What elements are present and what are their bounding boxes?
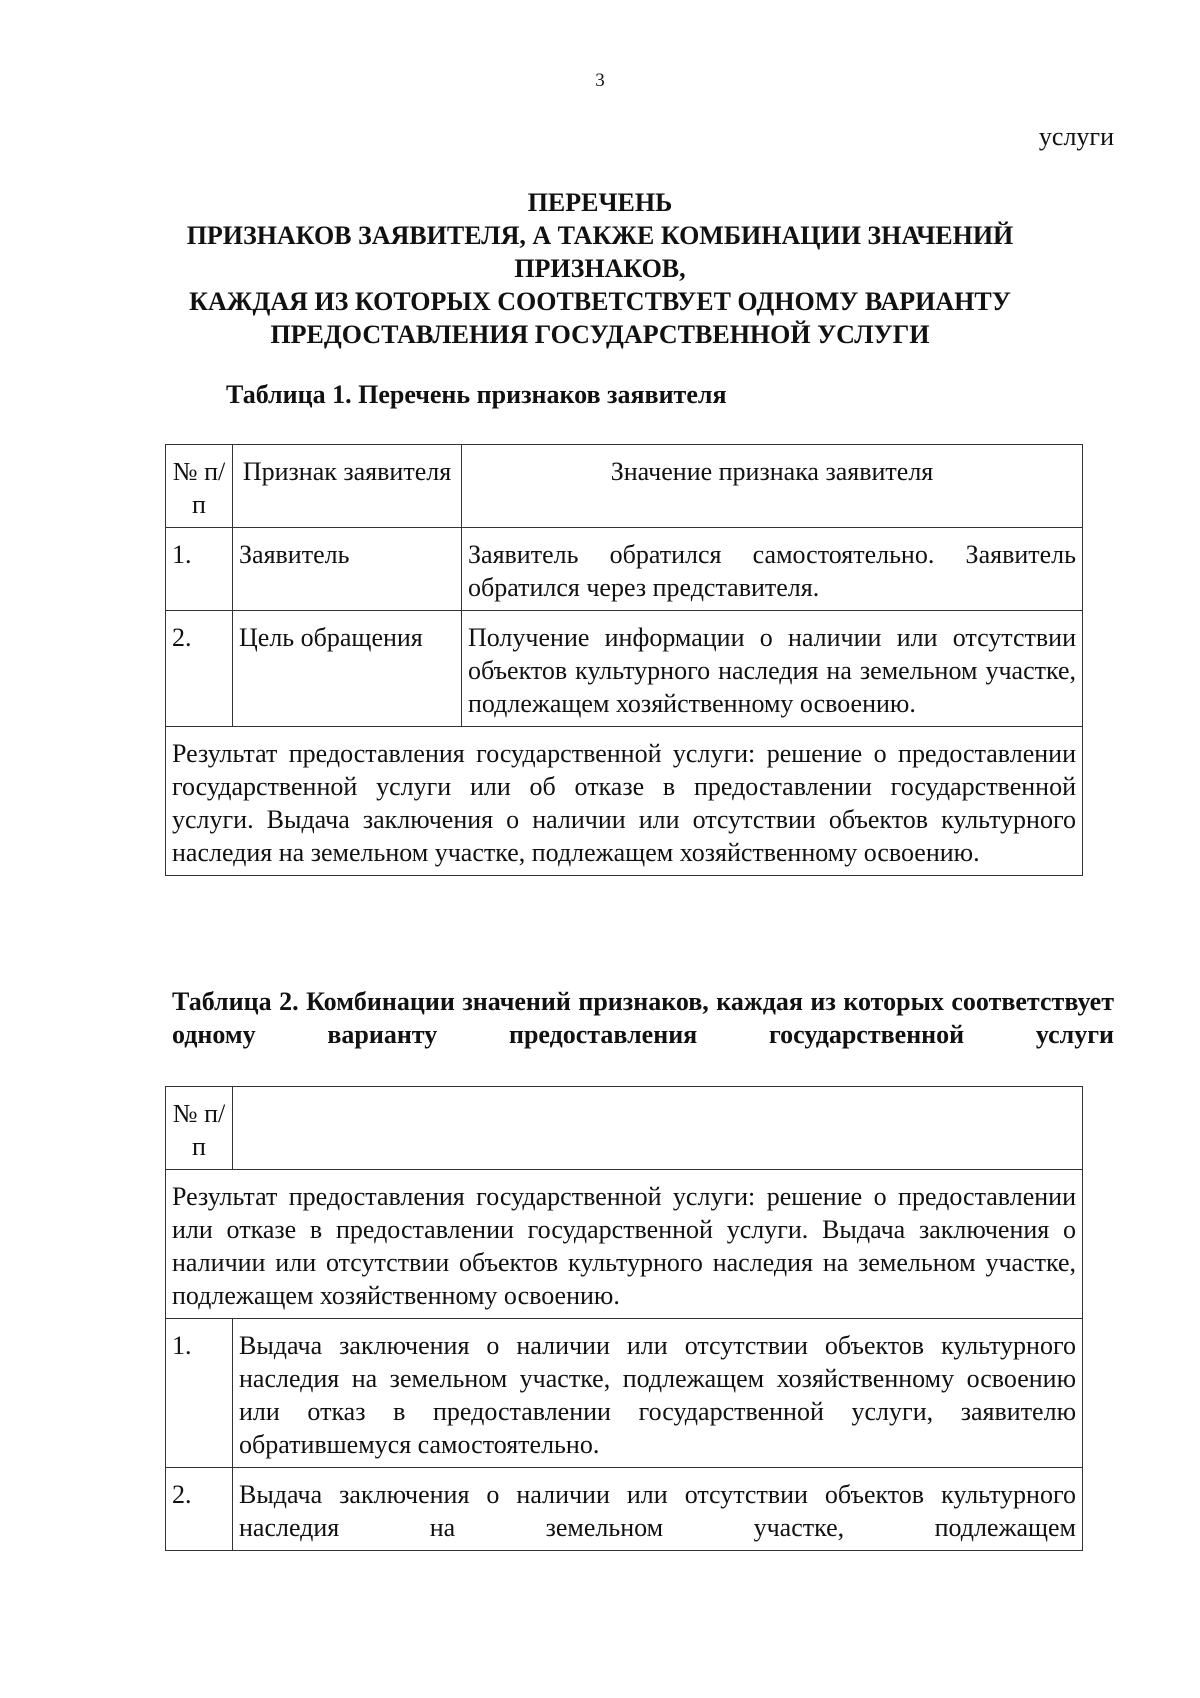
row-attribute: Заявитель bbox=[233, 528, 462, 611]
page-number: 3 bbox=[595, 70, 605, 91]
continued-word: услуги bbox=[1038, 122, 1114, 151]
table-header-row bbox=[166, 1087, 1083, 1170]
document-title bbox=[180, 186, 1020, 351]
row-value: Заявитель обратился самостоятельно. Заявитель обратился через представителя. bbox=[462, 528, 1083, 611]
table1-caption: Таблица 1. Перечень признаков заявителя bbox=[226, 380, 727, 409]
row-num: 2. bbox=[166, 611, 233, 727]
table-row bbox=[166, 1468, 1083, 1551]
row-num: 1. bbox=[166, 1319, 233, 1468]
row-num: 1. bbox=[166, 528, 233, 611]
result-row bbox=[166, 727, 1083, 876]
row-value: Выдача заключения о наличии или отсутствии объектов культурного наследия на земельном участке, подлежащем хозяйственному освоению или отказ в предоставлении государственной услуги, заявителю обратившемуся самостоятельно. bbox=[233, 1319, 1083, 1468]
title-line: ПРИЗНАКОВ, bbox=[514, 254, 686, 283]
table-row bbox=[166, 1319, 1083, 1468]
header-value: Значение признака заявителя bbox=[462, 445, 1083, 528]
row-value-text: Выдача заключения о наличии или отсутствии объектов культурного наследия на земельном участке, подлежащем bbox=[239, 1480, 1076, 1542]
applicant-attributes-table bbox=[165, 444, 1083, 876]
row-num: 2. bbox=[166, 1468, 233, 1551]
table2-caption: Таблица 2. Комбинации значений признаков, каждая из которых соответствует одному варианту предоставления государственной услуги bbox=[172, 987, 1114, 1049]
header-num: № п/п bbox=[166, 445, 233, 528]
header-num: № п/п bbox=[166, 1087, 233, 1170]
title-line: ПРЕДОСТАВЛЕНИЯ ГОСУДАРСТВЕННОЙ УСЛУГИ bbox=[270, 320, 930, 349]
header-value bbox=[233, 1087, 1083, 1170]
combinations-table bbox=[165, 1086, 1083, 1551]
table-row bbox=[166, 611, 1083, 727]
row-attribute: Цель обращения bbox=[233, 611, 462, 727]
row-value bbox=[233, 1468, 1083, 1551]
result-text: Результат предоставления государственной услуги: решение о предоставлении или отказе в предоставлении государственной услуги. Выдача заключения о наличии или отсутствии объектов культурного наследия на земельном участке, подлежащем хозяйственному освоению. bbox=[166, 1170, 1083, 1319]
result-text: Результат предоставления государственной услуги: решение о предоставлении государственной услуги или об отказе в предоставлении государственной услуги. Выдача заключения о наличии или отсутствии объектов культурного наследия на земельном участке, подлежащем хозяйственному освоению. bbox=[166, 727, 1083, 876]
row-value: Получение информации о наличии или отсутствии объектов культурного наследия на земельном участке, подлежащем хозяйственному освоению. bbox=[462, 611, 1083, 727]
title-line: КАЖДАЯ ИЗ КОТОРЫХ СООТВЕТСТВУЕТ ОДНОМУ ВАРИАНТУ bbox=[189, 287, 1011, 316]
title-line: ПРИЗНАКОВ ЗАЯВИТЕЛЯ, А ТАКЖЕ КОМБИНАЦИИ ЗНАЧЕНИЙ bbox=[186, 221, 1014, 250]
result-row bbox=[166, 1170, 1083, 1319]
title-line: ПЕРЕЧЕНЬ bbox=[527, 188, 673, 217]
header-attribute: Признак заявителя bbox=[233, 445, 462, 528]
table-header-row bbox=[166, 445, 1083, 528]
table-row bbox=[166, 528, 1083, 611]
